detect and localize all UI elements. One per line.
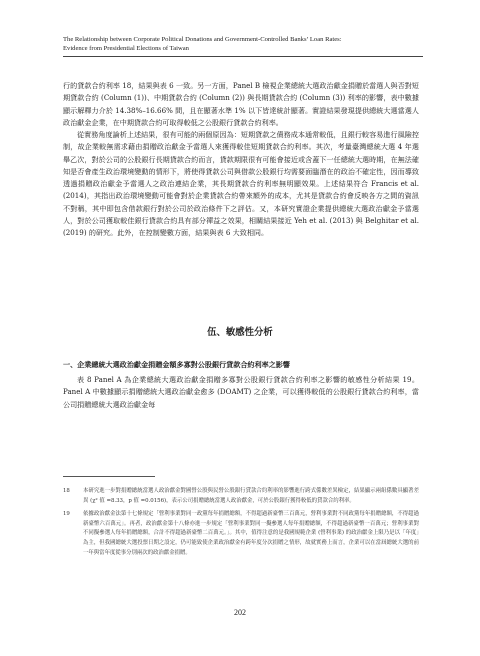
page-number: 202	[234, 608, 246, 617]
body-text-2	[63, 374, 419, 411]
footnote-text: 依據政治獻金法第十七條規定「營利事業對同一政黨每年捐贈總額，不得超過新臺幣三百萬元，營利事業對不同政黨每年捐贈總額，不得超過新臺幣六百萬元」。再者，政治獻金第十八條亦進一步規定「營利事業對同一擬參選人每年捐贈總額，不得超過新臺幣一百萬元；營利事業對不同擬參選人每年捐贈總額，合計不得超過新臺幣二百萬元。」。其中，值得注意的是我國規範企業 (營利事業) 的政治獻金上限乃是以「年度」為主，但我國總統大選投票日期之設定，仍可能致使企業政治獻金有跨年度分次捐贈之情形，故就實務上而言，企業可以在當屆總統大選的前一年與當年度從事分別兩次的政治獻金捐贈。	[83, 511, 419, 556]
body-text	[63, 80, 419, 239]
paragraph-1: 行的貸款合約利率 18，結果與表 6 一致。另一方面，Panel B 檢視企業總統大選政治獻金捐贈於當選人與否對短期貸款合約 (Column (1))、中期貸款合約 (Column (2)) 與長期貸款合約 (Column (3)) 利率的影響，表中數據顯示解釋力介於 14.38%–16.66% 間，且在顯著水準 1% 以下皆達統計顯著。實證結果發現提供總統大選當選人政治獻金企業，在中期貸款合約可取得較低之公股銀行貸款合約利率。	[63, 81, 419, 127]
footnote-separator	[63, 476, 155, 477]
header-line-1: The Relationship between Corporate Political Donations and Government-Controlled Banks’ Loan Rates:	[63, 36, 342, 43]
paragraph-2: 從實務角度論析上述結果，很有可能的兩個原因為：短期貸款之債務成本通常較低，且銀行較容易進行風險控制，故企業較無需求藉由捐贈政治獻金予當選人來獲得較佳短期貸款合約利率。其次，考量臺灣總統大選 4 年選舉乙次，對於公司的公股銀行長期貸款合約而言，貸款期限很有可能會接近或含蓋下一任總統大選時期，在無法確知是否會產生政治環境變動的情形下，將使得貸款公司與借款公股銀行均需要面臨潛在的政治不確定性，因而導致透過捐贈政治獻金予當選人之政治連結企業，其長期貸款合約利率無明顯效果。上述結果符合 Francis et al. (2014)，其指出政治環境變動可能會對於企業貸款合約帶來額外的成本，尤其是貸款合約會反映各方之間的資訊不對稱，其中即包含借款銀行對於公司於政治條件下之評估。又，本研究實證企業提供總統大選政治獻金予當選人，對於公司獲取較佳銀行貸款合約具有部分禪益之效果，相關結果接近 Yeh et al. (2013) 與 Belghitar et al. (2019) 的研究。此外，在控制變數方面，結果與表 6 大致相同。	[63, 130, 419, 237]
header-line-2: Evidence from Presidential Elections of Taiwan	[63, 44, 189, 52]
footnote-number: 18	[63, 488, 70, 494]
footnote-18	[63, 487, 419, 506]
paragraph-3: 表 8 Panel A 為企業總統大選政治獻金捐贈多寡對公股銀行貸款合約利率之影響的敏感性分析結果 19。Panel A 中數據顯示捐贈總統大選政治獻金愈多 (DOAMT) 之企業，可以獲得較低的公股銀行貸款合約利率，當公司捐贈總統大選政治獻金每	[63, 375, 419, 409]
footnote-19	[63, 510, 419, 558]
section-heading: 伍、敏感性分析	[207, 327, 273, 338]
subsection-heading: 一、企業總統大選政治獻金捐贈金額多寡對公股銀行貸款合約利率之影響	[63, 360, 290, 369]
footnotes	[63, 487, 419, 562]
footnote-number: 19	[63, 511, 70, 518]
running-header	[63, 36, 423, 57]
footnote-text: 本研究進一步對捐贈總統當選人政治獻金對國營公股與民營公股銀行貸款合約利率的影響進行跨式係數差異檢定，結果顯示兩組係數具顯著差異 (χ² 值 =8.33，p 值 =0.0156)，表示公司捐贈總統當選人政治獻金，可於公股銀行獲得較低的貸款合約利率。	[83, 488, 419, 504]
